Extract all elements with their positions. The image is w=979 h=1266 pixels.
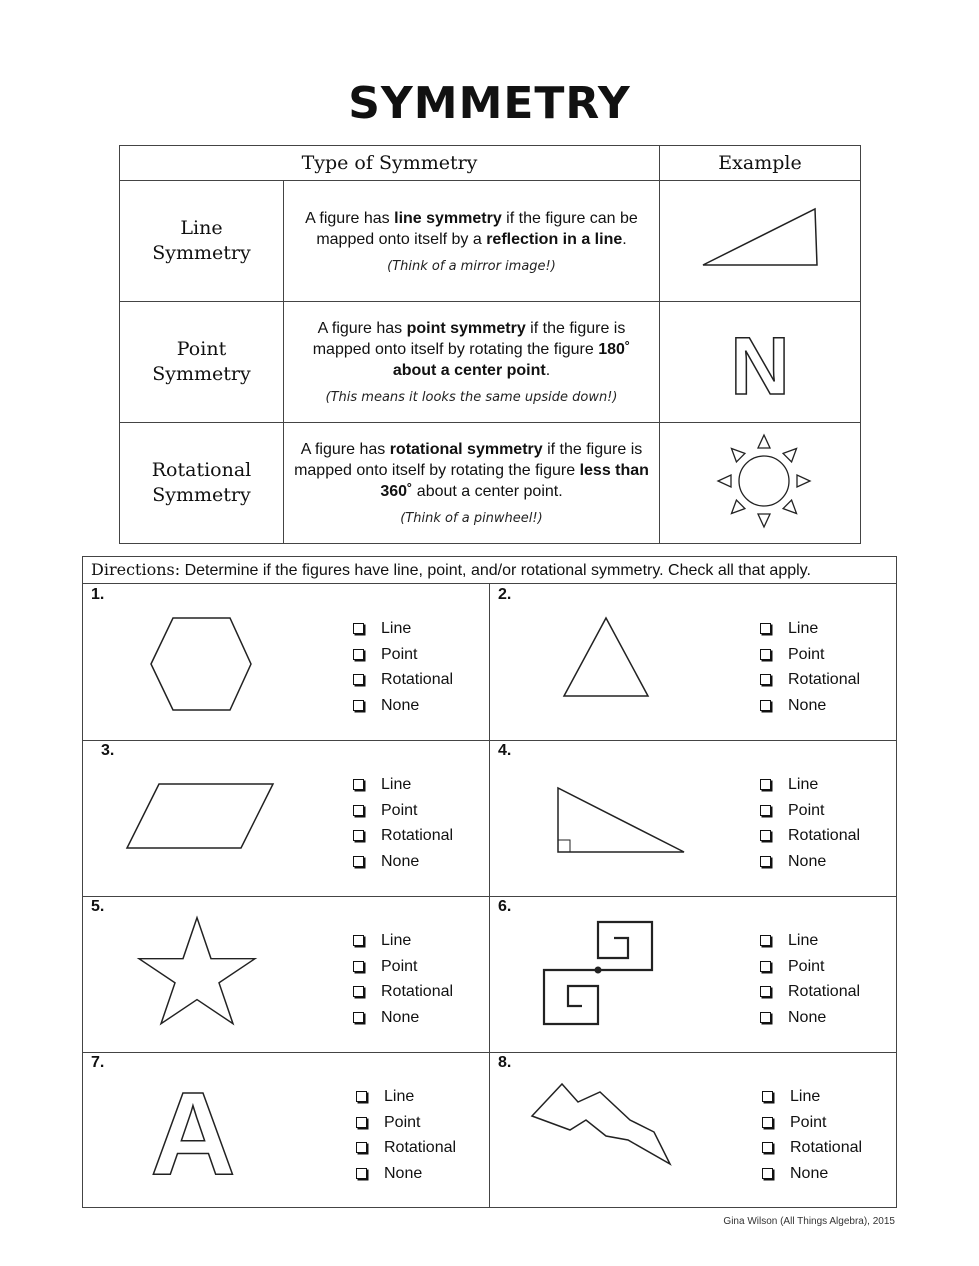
option-rotational[interactable] <box>760 979 860 1005</box>
option-label: Point <box>384 1113 421 1131</box>
checkbox-icon[interactable] <box>353 1012 364 1023</box>
checkbox-icon[interactable] <box>353 856 364 867</box>
option-rotational[interactable] <box>760 667 860 693</box>
option-label: Point <box>381 957 418 975</box>
checkbox-icon[interactable] <box>760 779 771 790</box>
checkbox-icon[interactable] <box>762 1142 773 1153</box>
checkbox-icon[interactable] <box>760 986 771 997</box>
option-none[interactable] <box>760 693 860 719</box>
checkbox-icon[interactable] <box>353 779 364 790</box>
option-label: None <box>790 1164 829 1182</box>
type-description: A figure has line symmetry if the figure can be mapped onto itself by a reflection in a line. (Think of a mirror image!) <box>284 181 660 302</box>
problem-3 <box>83 740 489 897</box>
symmetry-types-table <box>119 145 861 544</box>
directions-box <box>82 556 897 1208</box>
credit-text: Gina Wilson (All Things Algebra), 2015 <box>723 1216 895 1227</box>
options-list <box>353 928 453 1030</box>
checkbox-icon[interactable] <box>356 1091 367 1102</box>
checkbox-icon[interactable] <box>356 1168 367 1179</box>
option-point[interactable] <box>353 798 453 824</box>
table-row <box>120 181 861 302</box>
right-triangle-figure <box>552 784 692 858</box>
header-type: Type of Symmetry <box>120 146 660 181</box>
problem-7 <box>83 1052 489 1208</box>
problem-number: 7. <box>91 1054 105 1071</box>
type-name: Rotational Symmetry <box>120 423 284 544</box>
option-point[interactable] <box>356 1110 456 1136</box>
option-label: Rotational <box>790 1139 863 1156</box>
option-point[interactable] <box>760 954 860 980</box>
option-label: Point <box>381 645 418 663</box>
problem-8 <box>489 1052 896 1208</box>
option-line[interactable] <box>760 616 860 642</box>
checkbox-icon[interactable] <box>760 805 771 816</box>
checkbox-icon[interactable] <box>353 961 364 972</box>
type-description: A figure has rotational symmetry if the figure is mapped onto itself by rotating the figure less than 360˚ about a center point. (Think of a pinwheel!) <box>284 423 660 544</box>
example-sun <box>660 423 861 544</box>
problem-number: 4. <box>498 742 512 759</box>
option-label: Point <box>788 801 825 819</box>
checkbox-icon[interactable] <box>760 961 771 972</box>
problem-6 <box>489 896 896 1053</box>
problem-4 <box>489 740 896 897</box>
option-label: Rotational <box>384 1139 457 1156</box>
option-label: Line <box>788 776 819 793</box>
option-none[interactable] <box>353 849 453 875</box>
hint-text: (Think of a pinwheel!) <box>400 511 543 526</box>
lightning-bolt-figure <box>526 1080 676 1170</box>
option-none[interactable] <box>353 1005 453 1031</box>
option-label: Point <box>790 1113 827 1131</box>
page-title: SYMMETRY <box>348 78 631 129</box>
option-none[interactable] <box>762 1161 862 1187</box>
problem-number: 1. <box>91 586 105 603</box>
option-label: None <box>381 1008 420 1026</box>
hexagon-figure <box>143 612 263 712</box>
option-line[interactable] <box>356 1084 456 1110</box>
option-point[interactable] <box>353 642 453 668</box>
option-point[interactable] <box>760 798 860 824</box>
options-list <box>353 616 453 718</box>
option-point[interactable] <box>353 954 453 980</box>
option-none[interactable] <box>356 1161 456 1187</box>
option-rotational[interactable] <box>353 667 453 693</box>
problem-number: 8. <box>498 1054 512 1071</box>
checkbox-icon[interactable] <box>353 935 364 946</box>
option-line[interactable] <box>353 928 453 954</box>
checkbox-icon[interactable] <box>353 623 364 634</box>
checkbox-icon[interactable] <box>762 1091 773 1102</box>
option-label: Line <box>381 620 412 637</box>
options-list <box>760 772 860 874</box>
problem-number: 3. <box>101 742 115 759</box>
type-description: A figure has point symmetry if the figure is mapped onto itself by rotating the figure 180˚ about a center point. (This means it looks the same upside down!) <box>284 302 660 423</box>
checkbox-icon[interactable] <box>353 674 364 685</box>
option-none[interactable] <box>760 849 860 875</box>
option-label: Point <box>381 801 418 819</box>
option-label: None <box>384 1164 423 1182</box>
problem-1 <box>83 584 489 741</box>
options-list <box>762 1084 862 1186</box>
equilateral-triangle-figure <box>558 612 658 702</box>
letter-a-figure <box>145 1078 245 1178</box>
type-name: Line Symmetry <box>120 181 284 302</box>
problem-number: 6. <box>498 898 512 915</box>
option-label: None <box>788 696 827 714</box>
hint-text: (This means it looks the same upside down!) <box>325 390 618 405</box>
option-rotational[interactable] <box>353 823 453 849</box>
option-none[interactable] <box>760 1005 860 1031</box>
option-line[interactable] <box>353 616 453 642</box>
option-rotational[interactable] <box>760 823 860 849</box>
option-point[interactable] <box>760 642 860 668</box>
option-label: Line <box>381 932 412 949</box>
directions-label: Directions: <box>91 560 181 579</box>
option-line[interactable] <box>760 928 860 954</box>
checkbox-icon[interactable] <box>353 986 364 997</box>
checkbox-icon[interactable] <box>760 856 771 867</box>
checkbox-icon[interactable] <box>356 1117 367 1128</box>
option-label: None <box>788 852 827 870</box>
option-line[interactable] <box>762 1084 862 1110</box>
option-label: Point <box>788 957 825 975</box>
checkbox-icon[interactable] <box>760 1012 771 1023</box>
checkbox-icon[interactable] <box>760 935 771 946</box>
parallelogram-figure <box>123 780 283 854</box>
option-point[interactable] <box>762 1110 862 1136</box>
option-rotational[interactable] <box>353 979 453 1005</box>
directions-line <box>83 557 896 584</box>
checkbox-icon[interactable] <box>762 1117 773 1128</box>
example-letter-n <box>660 302 861 423</box>
checkbox-icon[interactable] <box>760 623 771 634</box>
options-list <box>353 772 453 874</box>
option-line[interactable] <box>760 772 860 798</box>
option-label: Line <box>788 620 819 637</box>
example-line-triangle <box>660 181 861 302</box>
checkbox-icon[interactable] <box>353 805 364 816</box>
option-line[interactable] <box>353 772 453 798</box>
table-row <box>120 302 861 423</box>
option-label: Rotational <box>788 827 861 844</box>
example-letter: N <box>730 321 790 412</box>
problem-5 <box>83 896 489 1053</box>
checkbox-icon[interactable] <box>760 674 771 685</box>
option-label: Line <box>384 1088 415 1105</box>
spiral-figure <box>540 920 664 1028</box>
option-label: Line <box>381 776 412 793</box>
option-rotational[interactable] <box>356 1135 456 1161</box>
hint-text: (Think of a mirror image!) <box>387 258 556 274</box>
option-label: Rotational <box>381 827 454 844</box>
checkbox-icon[interactable] <box>760 700 771 711</box>
letter-a: A <box>150 1078 236 1178</box>
checkbox-icon[interactable] <box>353 700 364 711</box>
checkbox-icon[interactable] <box>353 649 364 660</box>
table-row <box>120 423 861 544</box>
checkbox-icon[interactable] <box>762 1168 773 1179</box>
star-figure <box>135 914 259 1030</box>
checkbox-icon[interactable] <box>760 649 771 660</box>
option-label: Rotational <box>788 671 861 688</box>
options-list <box>760 616 860 718</box>
options-list <box>760 928 860 1030</box>
option-none[interactable] <box>353 693 453 719</box>
problem-2 <box>489 584 896 741</box>
directions-text: Determine if the figures have line, point, and/or rotational symmetry. Check all that apply. <box>184 562 811 579</box>
option-label: Line <box>788 932 819 949</box>
option-label: Rotational <box>381 671 454 688</box>
checkbox-icon[interactable] <box>353 830 364 841</box>
option-rotational[interactable] <box>762 1135 862 1161</box>
option-label: None <box>381 696 420 714</box>
option-label: Line <box>790 1088 821 1105</box>
problem-number: 5. <box>91 898 105 915</box>
options-list <box>356 1084 456 1186</box>
option-label: Point <box>788 645 825 663</box>
problem-number: 2. <box>498 586 512 603</box>
checkbox-icon[interactable] <box>356 1142 367 1153</box>
option-label: Rotational <box>788 983 861 1000</box>
checkbox-icon[interactable] <box>760 830 771 841</box>
type-name: Point Symmetry <box>120 302 284 423</box>
option-label: None <box>381 852 420 870</box>
option-label: None <box>788 1008 827 1026</box>
header-example: Example <box>660 146 861 181</box>
option-label: Rotational <box>381 983 454 1000</box>
